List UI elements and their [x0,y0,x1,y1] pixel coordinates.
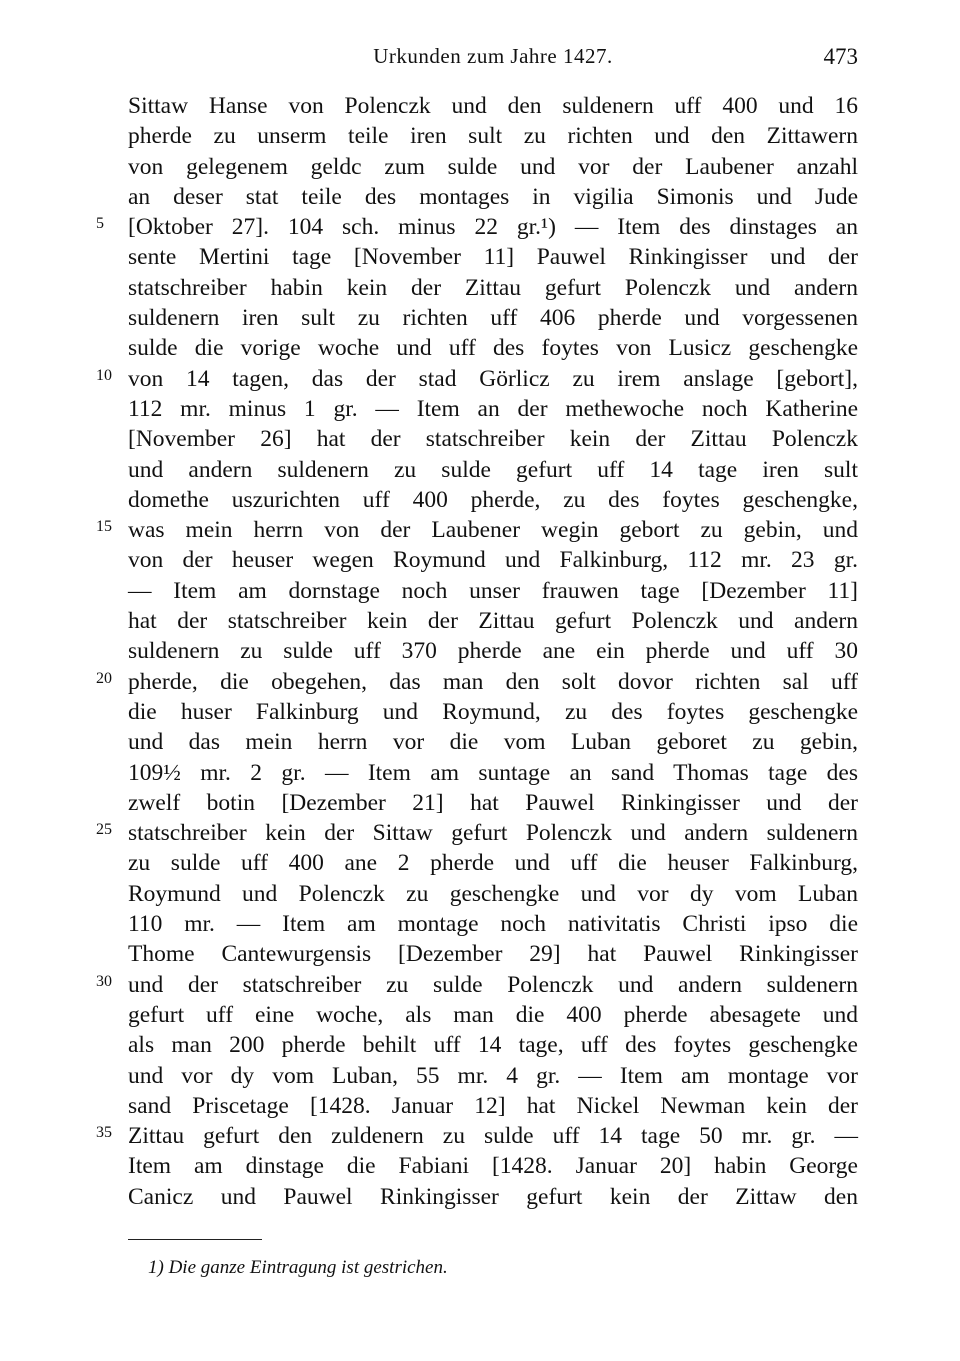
text-line [0,121,960,151]
line-text: und andern suldenern zu sulde gefurt uff 14 tage iren sult [128,456,858,483]
line-text: sulde die vorige woche und uff des foytes von Lusicz geschengke [128,335,858,362]
line-text: pherde zu unserm teile iren sult zu richten und den Zittawern [128,123,858,150]
text-line [0,788,960,818]
line-text: zu sulde uff 400 ane 2 pherde und uff die heuser Falkinburg, [128,850,858,877]
line-text: 109½ mr. 2 gr. — Item am suntage an sand Thomas tage des [128,759,858,786]
text-line [0,152,960,182]
running-head [128,44,858,74]
line-number: 30 [96,972,112,990]
text-line [0,848,960,878]
text-line [0,818,960,848]
line-text: pherde, die obegehen, das man den solt dovor richten sal uff [128,668,858,695]
line-text: statschreiber kein der Sittaw gefurt Polenczk und andern suldenern [128,820,858,847]
text-line [0,273,960,303]
text-line [0,667,960,697]
line-text: 110 mr. — Item am montage noch nativitatis Christi ipso die [128,911,858,938]
line-text: [November 26] hat der statschreiber kein der Zittau Polenczk [128,426,858,453]
line-text: Zittau gefurt den zuldenern zu sulde uff 14 tage 50 mr. gr. — [128,1123,858,1150]
text-line [0,909,960,939]
line-text: statschreiber habin kein der Zittau gefurt Polenczk und andern [128,274,858,301]
line-number: 5 [96,215,104,233]
line-text: was mein herrn von der Laubener wegin gebort zu gebin, und [128,517,858,544]
line-text: und der statschreiber zu sulde Polenczk und andern suldenern [128,971,858,998]
line-text: zwelf botin [Dezember 21] hat Pauwel Rinkingisser und der [128,789,858,816]
footnote [148,1257,448,1279]
line-text: von gelegenem geldc zum sulde und vor der Laubener anzahl [128,153,858,180]
text-line [0,545,960,575]
line-text: suldenern zu sulde uff 370 pherde ane ein pherde und uff 30 [128,638,858,665]
line-text: Thome Cantewurgensis [Dezember 29] hat Pauwel Rinkingisser [128,941,858,968]
line-text: und das mein herrn vor die vom Luban geboret zu gebin, [128,729,858,756]
line-number: 20 [96,669,112,687]
line-text: sand Priscetage [1428. Januar 12] hat Nickel Newman kein der [128,1092,858,1119]
line-text: suldenern iren sult zu richten uff 406 pherde und vorgessenen [128,305,858,332]
text-line [0,1061,960,1091]
text-line [0,212,960,242]
text-line [0,333,960,363]
line-text: Sittaw Hanse von Polenczk und den suldenern uff 400 und 16 [128,93,858,119]
line-text: an deser stat teile des montages in vigilia Simonis und Jude [128,183,858,210]
footnote-marker: 1) [148,1257,164,1278]
line-text: — Item am dornstage noch unser frauwen tage [Dezember 11] [128,577,858,604]
text-line [0,303,960,333]
text-line [0,758,960,788]
line-text: von 14 tagen, das der stad Görlicz zu irem anslage [gebort], [128,365,858,392]
body-text [0,91,960,1212]
text-line [0,1121,960,1151]
running-title: Urkunden zum Jahre 1427. [373,44,613,68]
text-line [0,485,960,515]
text-line [0,727,960,757]
text-line [0,182,960,212]
line-text: 112 mr. minus 1 gr. — Item an der methewoche noch Katherine [128,395,858,422]
text-line [0,1000,960,1030]
line-text: von der heuser wegen Roymund und Falkinburg, 112 mr. 23 gr. [128,547,858,574]
footnote-rule [128,1239,262,1240]
line-text: und vor dy vom Luban, 55 mr. 4 gr. — Item am montage vor [128,1062,858,1089]
line-text: die huser Falkinburg und Roymund, zu des foytes geschengke [128,698,858,725]
line-number: 10 [96,366,112,384]
text-line [0,697,960,727]
text-line [0,455,960,485]
line-text: domethe uszurichten uff 400 pherde, zu des foytes geschengke, [128,486,858,513]
line-text: als man 200 pherde behilt uff 14 tage, uff des foytes geschengke [128,1032,858,1059]
line-text: hat der statschreiber kein der Zittau gefurt Polenczk und andern [128,608,858,635]
text-line [0,394,960,424]
text-line [0,364,960,394]
text-line [0,1091,960,1121]
page-number: 473 [823,44,858,69]
text-line [0,515,960,545]
text-line [0,970,960,1000]
text-line [0,1030,960,1060]
text-line [0,424,960,454]
line-text: [Oktober 27]. 104 sch. minus 22 gr.¹) — Item des dinstages an [128,214,858,241]
line-number: 15 [96,518,112,536]
line-number: 35 [96,1124,112,1142]
text-line [0,242,960,272]
text-line [0,606,960,636]
text-line [0,939,960,969]
text-line [0,1151,960,1181]
text-line [0,576,960,606]
line-number: 25 [96,821,112,839]
line-text: sente Mertini tage [November 11] Pauwel Rinkingisser und der [128,244,858,271]
line-text: gefurt uff eine woche, als man die 400 pherde abesagete und [128,1001,858,1028]
text-line [0,636,960,666]
footnote-text: Die ganze Eintragung ist gestrichen. [168,1257,448,1278]
text-line [0,879,960,909]
line-text: Item am dinstage die Fabiani [1428. Januar 20] habin George [128,1153,858,1180]
text-line [0,91,960,121]
text-line [0,1182,960,1212]
line-text: Roymund und Polenczk zu geschengke und vor dy vom Luban [128,880,858,907]
line-text: Canicz und Pauwel Rinkingisser gefurt kein der Zittaw den [128,1183,858,1210]
